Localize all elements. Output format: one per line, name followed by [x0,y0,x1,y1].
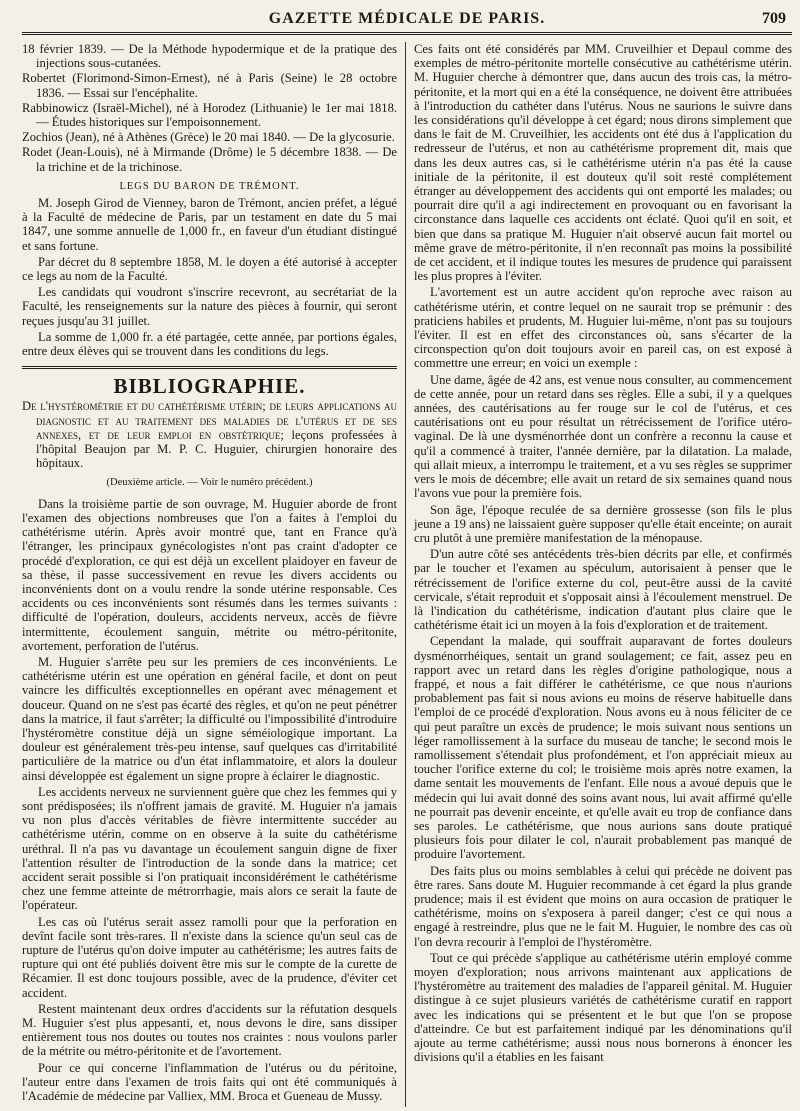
paragraph: Tout ce qui précède s'applique au cathétérisme utérin employé comme moyen d'exploration; nous arrivons maintenant aux applications de l'hystéromètre au traitement des maladies de l'appareil génital. M. Huguier distingue à ce sujet plusieurs variétés de cathétérisme curatif en rapport avec les indications qui se présentent et le but que l'on se propose d'atteindre. Ce but est parfaitement indiqué par les dénominations qu'il ajoute au terme cathétérisme; aussi nous nous bornerons à énoncer les divisions qu'il a établies en les faisant [414,950,792,1065]
paragraph: Ces faits ont été considérés par MM. Cruveilhier et Depaul comme des exemples de métro-péritonite mortelle consécutive au cathétérisme utérin. M. Huguier cherche à démontrer que, dans aucun des trois cas, la métro-péritonite, et la mort qui en a été la conséquence, ne doivent être attribuées à l'introduction du cathéter dans l'utérus. Nous ne saurions le suivre dans les considérations qu'il développe à cet égard; nous dirons simplement que dans le fait de M. Cruveilhier, les accidents ont été dus à l'application du redresseur de l'utérus, et non au cathétérisme proprement dit, mais que dans les deux autres cas, si le cathétérisme utérin n'a pas été la cause initiale de la péritonite, il est douteux qu'il soit resté complétement étranger au développement des accidents qui ont emporté les malades; ou pourrait dire qu'il a agi indirectement en provoquant ou en favorisant la circonstance dans laquelle ces accidents ont éclaté. Quoi qu'il en soit, et bien que dans sa pratique M. Huguier n'ait observé aucun fait mortel ou même grave de métro-péritonite, il n'en reconnaît pas moins la possibilité de cet accident, et il indique toutes les mesures de prudence qui paraissent les plus propres à l'éviter. [414,42,792,284]
list-item: Robertet (Florimond-Simon-Ernest), né à Paris (Seine) le 28 octobre 1836. — Essai sur l'encéphalite. [22,71,398,100]
paragraph: Restent maintenant deux ordres d'accidents sur la réfutation desquels M. Huguier s'est plus appesanti, et, nous devons le dire, sans dissiper entièrement tous nos doutes ou toutes nos craintes : nous voulons parler de la métrite ou métro-péritonite et de l'avortement. [22,1001,398,1059]
bibliography-title: BIBLIOGRAPHIE. [113,374,306,399]
section-divider [22,366,397,369]
paragraph: Des faits plus ou moins semblables à celui qui précède ne doivent pas être rares. Sans doute M. Huguier recommande à cet égard la plus grande prudence; mais il est évident que moins on aura occasion de pratiquer le cathétérisme, moins on s'exposera à pareil danger; c'est ce qui nous a engagé à restreindre, plus que ne le fait M. Huguier, le nombre des cas où l'on devra recourir à l'emploi de l'hystéromètre. [414,863,792,949]
paragraph: M. Huguier s'arrête peu sur les premiers de ces inconvénients. Le cathétérisme utérin est une opération en général facile, et dont on peut vaincre les difficultés exceptionnelles en opérant avec ménagement et douceur. Quand on ne s'est pas écarté des règles, et qu'on ne peut pénétrer dans la matrice, il faut s'arrêter; la difficulté ou l'impossibilité d'introduire l'hystéromètre constitue déjà un signe séméiologique important. La douleur est généralement très-peu intense, sauf quelques cas d'irritabilité particulière de la matrice ou d'un état inflammatoire, et alors la douleur ainsi développée est également un signe propre à éclairer le diagnostic. [22,654,398,783]
section-heading-legs: LEGS DU BARON DE TRÉMONT. [119,180,300,192]
paragraph: M. Joseph Girod de Vienney, baron de Trémont, ancien préfet, a légué à la Faculté de médecine de Paris, par un testament en date du 5 mai 1847, une somme annuelle de 1,000 fr., en faveur d'un étudiant distingué et sans fortune. [22,196,398,253]
paragraph: D'un autre côté ses antécédents très-bien décrits par elle, et confirmés par le toucher et l'examen au spéculum, autorisaient à penser que le rétrécissement de l'orifice externe du col, peut-être aussi de la cavité cervicale, s'était reproduit et s'opposait ainsi à l'écoulement menstruel. De là l'indication du cathétérisme, indication d'autant plus claire que le cathétérisme était ici un moyen à la fois d'exploration et de traitement. [414,547,792,633]
paragraph: Pour ce qui concerne l'inflammation de l'utérus ou du péritoine, l'auteur entre dans l'examen de trois faits qui ont été communiqués à l'Académie de médecine par Valliex, MM. Broca et Gueneau de Mussy. [22,1060,398,1104]
paragraph: Les accidents nerveux ne surviennent guère que chez les femmes qui y sont prédisposées; ils n'offrent jamais de gravité. M. Huguier n'a jamais vu non plus d'accès véritables de fièvre intermittente succéder au cathétérisme utérin, comme on en observe à la suite du cathétérisme uréthral. Il n'a pas vu davantage un écoulement sanguin digne de fixer l'attention résulter de l'introduction de la sonde dans la matrice; cet accident serait possible si l'on pratiquait inconsidérément le cathétérisme chez une femme atteinte de métrorrhagie, mais alors ce serait la faute de l'opérateur. [22,784,398,913]
right-column [406,42,792,1107]
book-title: De l'hystéromètrie et du cathétérisme utérin; de leurs applications au diagnostic et au traitement des maladies de l'utérus et de ses annexes, et de leur emploi en obstétrique; [22,399,398,442]
paragraph: La somme de 1,000 fr. a été partagée, cette année, par portions égales, entre deux élèves qui se trouvent dans les conditions du legs. [22,329,398,359]
paragraph: Les candidats qui voudront s'inscrire recevront, au secrétariat de la Faculté, les renseignements sur la nature des pièces à fournir, qui seront reçues jusqu'au 31 juillet. [22,285,398,328]
paragraph: Une dame, âgée de 42 ans, est venue nous consulter, au commencement de cette année, pour un retard dans ses règles. Elle a subi, il y a quelques années, des cautérisations au fer rouge sur le col de l'utérus, et ces cautérisations ont eu pour résultat un rétrécissement de l'orifice utéro-vaginal. De là une dysménorrhée dont un confrère a reconnu la cause et qu'il a commencé à traiter, l'année dernière, par la dilatation. La malade, qui allait mieux, a interrompu le traitement, et a vu ses règles se supprimer vers le mois de décembre; elle avait un retard de six semaines quand nous l'avons vue pour la première fois. [414,372,792,501]
list-item: 18 février 1839. — De la Méthode hypodermique et de la pratique des injections sous-cutanées. [22,42,398,71]
book-reference [22,399,397,470]
paragraph: L'avortement est un autre accident qu'on reproche avec raison au cathétérisme utérin, et contre lequel on ne saurait trop se prémunir : des praticiens habiles et prudents, M. Huguier lui-même, n'ont pas su toujours l'éviter. Il est en effet des circonstances où, sans s'écarter de la circonspection qu'on doit toujours avoir en pareil cas, on est exposé à commettre une erreur; en voici un exemple : [414,285,792,371]
left-column [22,42,405,1107]
book-authors: leçons professées à l'hôpital Beaujon par M. P. C. Huguier, chirurgien honoraire des hôpitaux. [36,427,398,471]
list-item: Rodet (Jean-Louis), né à Mirmande (Drôme) le 5 décembre 1838. — De la trichine et de la trichinose. [22,145,398,174]
page-header [22,0,792,35]
page-number: 709 [762,10,786,27]
journal-title: GAZETTE MÉDICALE DE PARIS. [268,10,546,27]
paragraph: Son âge, l'époque reculée de sa dernière grossesse (son fils le plus jeune a 19 ans) ne laissaient guère supposer qu'elle était enceinte; on aurait cru plutôt à une première manifestation de la ménopause. [414,502,792,545]
paragraph: Les cas où l'utérus serait assez ramolli pour que la perforation en devînt facile sont très-rares. Il n'existe dans la science qu'un seul cas de rupture de l'utérus qu'on doive imputer au cathétérisme; les autres faits de rupture qui ont été publiés doivent être mis sur le compte de la curette de Récamier. Il est donc toujours possible, avec de la prudence, d'éviter cet accident. [22,914,398,1000]
columns [22,42,792,1107]
list-item: Rabbinowicz (Israël-Michel), né à Horodez (Lithuanie) le 1er mai 1818. — Études historiques sur l'empoisonnement. [22,100,398,130]
paragraph: Cependant la malade, qui souffrait auparavant de fortes douleurs dysménorrhéiques, sentait un grand soulagement; ce fait, assez peu en rapport avec un retard dans les règles d'origine pathologique, nous a frappé, et nous a fait différer le cathétérisme, ce que nous n'aurions probablement pas fait si nous avions eu moins de réserve habituelle dans l'emploi de ce procédé d'exploration. Nous avons eu à nous féliciter de ce qui peut paraître un excès de prudence; le mois suivant nous sentions un léger ramollissement à la surface du museau de tanche; le second mois le ramollissement s'étendait plus profondément, et l'on appréciait mieux au toucher l'orifice externe du col; le troisième mois après notre examen, la dame sentait les mouvements de l'enfant. Elle nous a avoué depuis que le médecin qui lui avait donné des soins avant nous, lui avait affirmé qu'elle ne pourrait pas devenir enceinte, et qu'elle avait eu trop de confiance dans ses paroles. Le cathétérisme, que nous aurions sans doute pratiqué plusieurs fois pour dilater le col, n'aurait probablement pas manqué de produire l'avortement. [414,634,792,862]
paragraph: Par décret du 8 septembre 1858, M. le doyen a été autorisé à accepter ce legs au nom de la Faculté. [22,254,398,284]
list-item: Zochios (Jean), né à Athènes (Grèce) le 20 mai 1840. — De la glycosurie. [22,130,395,145]
paragraph: Dans la troisième partie de son ouvrage, M. Huguier aborde de front l'examen des objections nombreuses que l'on a faites à l'emploi du cathétérisme utérin. Après avoir montré que, tant en France qu'à l'étranger, les principaux gynécologistes n'ont pas craint d'adopter ce procédé d'exploration, ce qui est déjà un excellent plaidoyer en faveur de sa thèse, il passe successivement en revue les divers accidents ou inconvénients dont on a voulu rendre la sonde utérine responsable. Ces accidents ou ces inconvénients sont résumés dans les termes suivants : difficulté de l'opération, douleurs, accidents nerveux, accès de fièvre intermittente, écoulement sanguin, métrite ou métro-péritonite, avortement, perforation de l'utérus. [22,496,398,653]
article-note: (Deuxième article. — Voir le numéro précédent.) [106,477,313,489]
